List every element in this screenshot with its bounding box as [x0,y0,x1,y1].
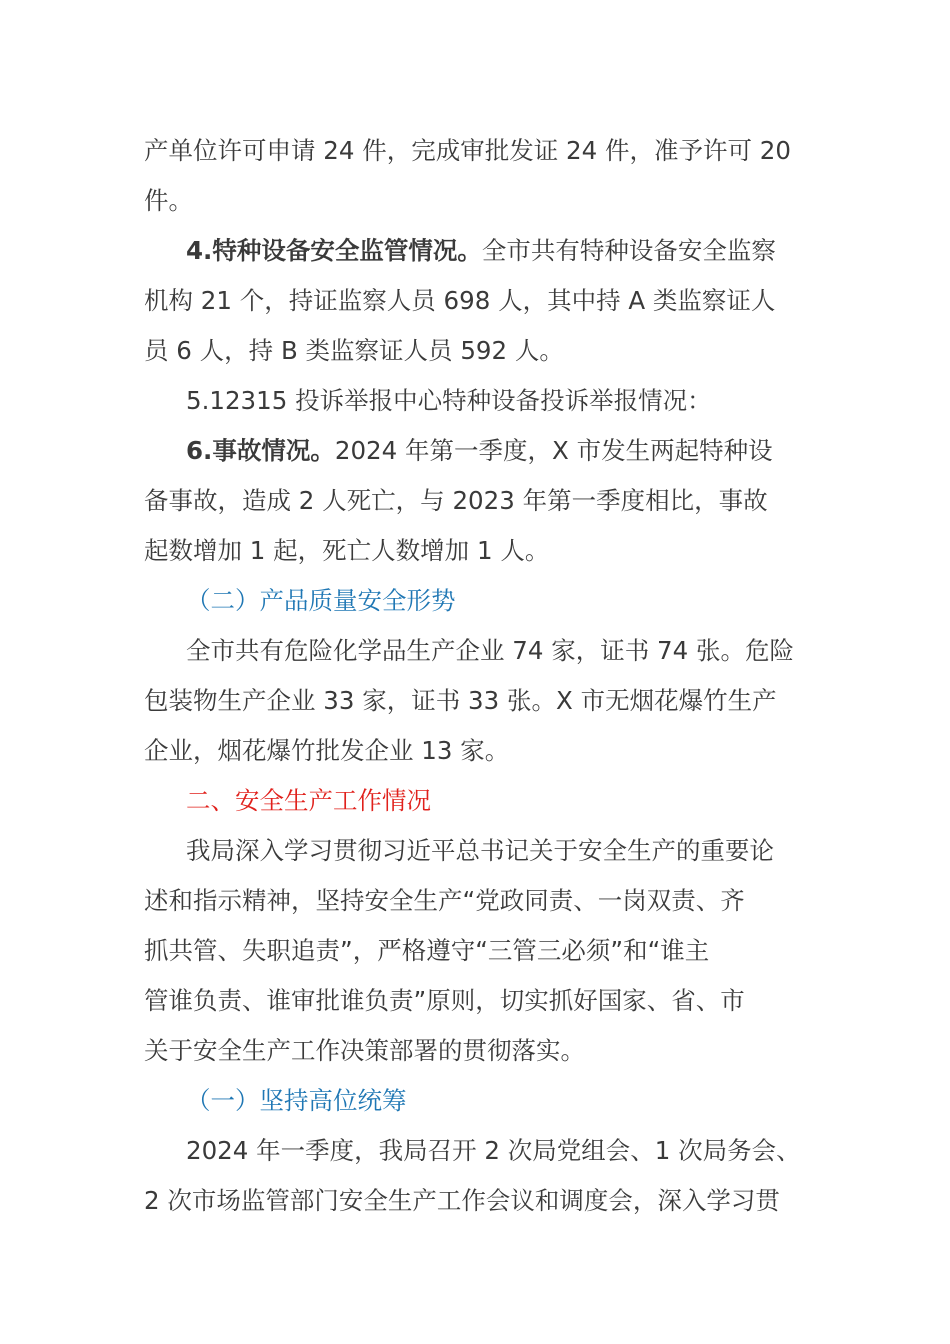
paragraph-line: 企业，烟花爆竹批发企业 13 家。 [144,736,510,765]
paragraph-line: 5.12315 投诉举报中心特种设备投诉举报情况： [186,386,712,415]
paragraph-line: 备事故，造成 2 人死亡，与 2023 年第一季度相比，事故 [144,486,768,515]
paragraph-line: 我局深入学习贯彻习近平总书记关于安全生产的重要论 [186,836,774,865]
item-text: 全市共有特种设备安全监察 [481,236,776,265]
paragraph-line: 包装物生产企业 33 家，证书 33 张。X 市无烟花爆竹生产 [144,686,777,715]
paragraph-line: 2024 年一季度，我局召开 2 次局党组会、1 次局务会、 [186,1136,801,1165]
item-heading: 4.特种设备安全监管情况。 [186,236,482,265]
item-text: 2024 年第一季度，X 市发生两起特种设 [334,436,773,465]
subsection-heading: （一）坚持高位统筹 [186,1086,407,1115]
paragraph-line: 机构 21 个，持证监察人员 698 人，其中持 A 类监察证人 [144,286,776,315]
paragraph-line: 管谁负责、谁审批谁负责”原则，切实抓好国家、省、市 [144,986,745,1015]
paragraph-line: 述和指示精神，坚持安全生产“党政同责、一岗双责、齐 [144,886,745,915]
paragraph-line [186,433,773,469]
paragraph-line: 全市共有危险化学品生产企业 74 家，证书 74 张。危险 [186,636,794,665]
paragraph-line: 起数增加 1 起，死亡人数增加 1 人。 [144,536,550,565]
item-heading: 6.事故情况。 [186,436,335,465]
paragraph-line: 件。 [144,186,193,215]
paragraph-line: 2 次市场监管部门安全生产工作会议和调度会，深入学习贯 [144,1186,780,1215]
subsection-heading: （二）产品质量安全形势 [186,586,456,615]
paragraph-line: 关于安全生产工作决策部署的贯彻落实。 [144,1036,585,1065]
paragraph-line: 产单位许可申请 24 件，完成审批发证 24 件，准予许可 20 [144,136,791,165]
paragraph-line [186,233,776,269]
section-heading: 二、安全生产工作情况 [186,786,431,815]
paragraph-line: 员 6 人，持 B 类监察证人员 592 人。 [144,336,564,365]
paragraph-line: 抓共管、失职追责”，严格遵守“三管三必须”和“谁主 [144,936,710,965]
